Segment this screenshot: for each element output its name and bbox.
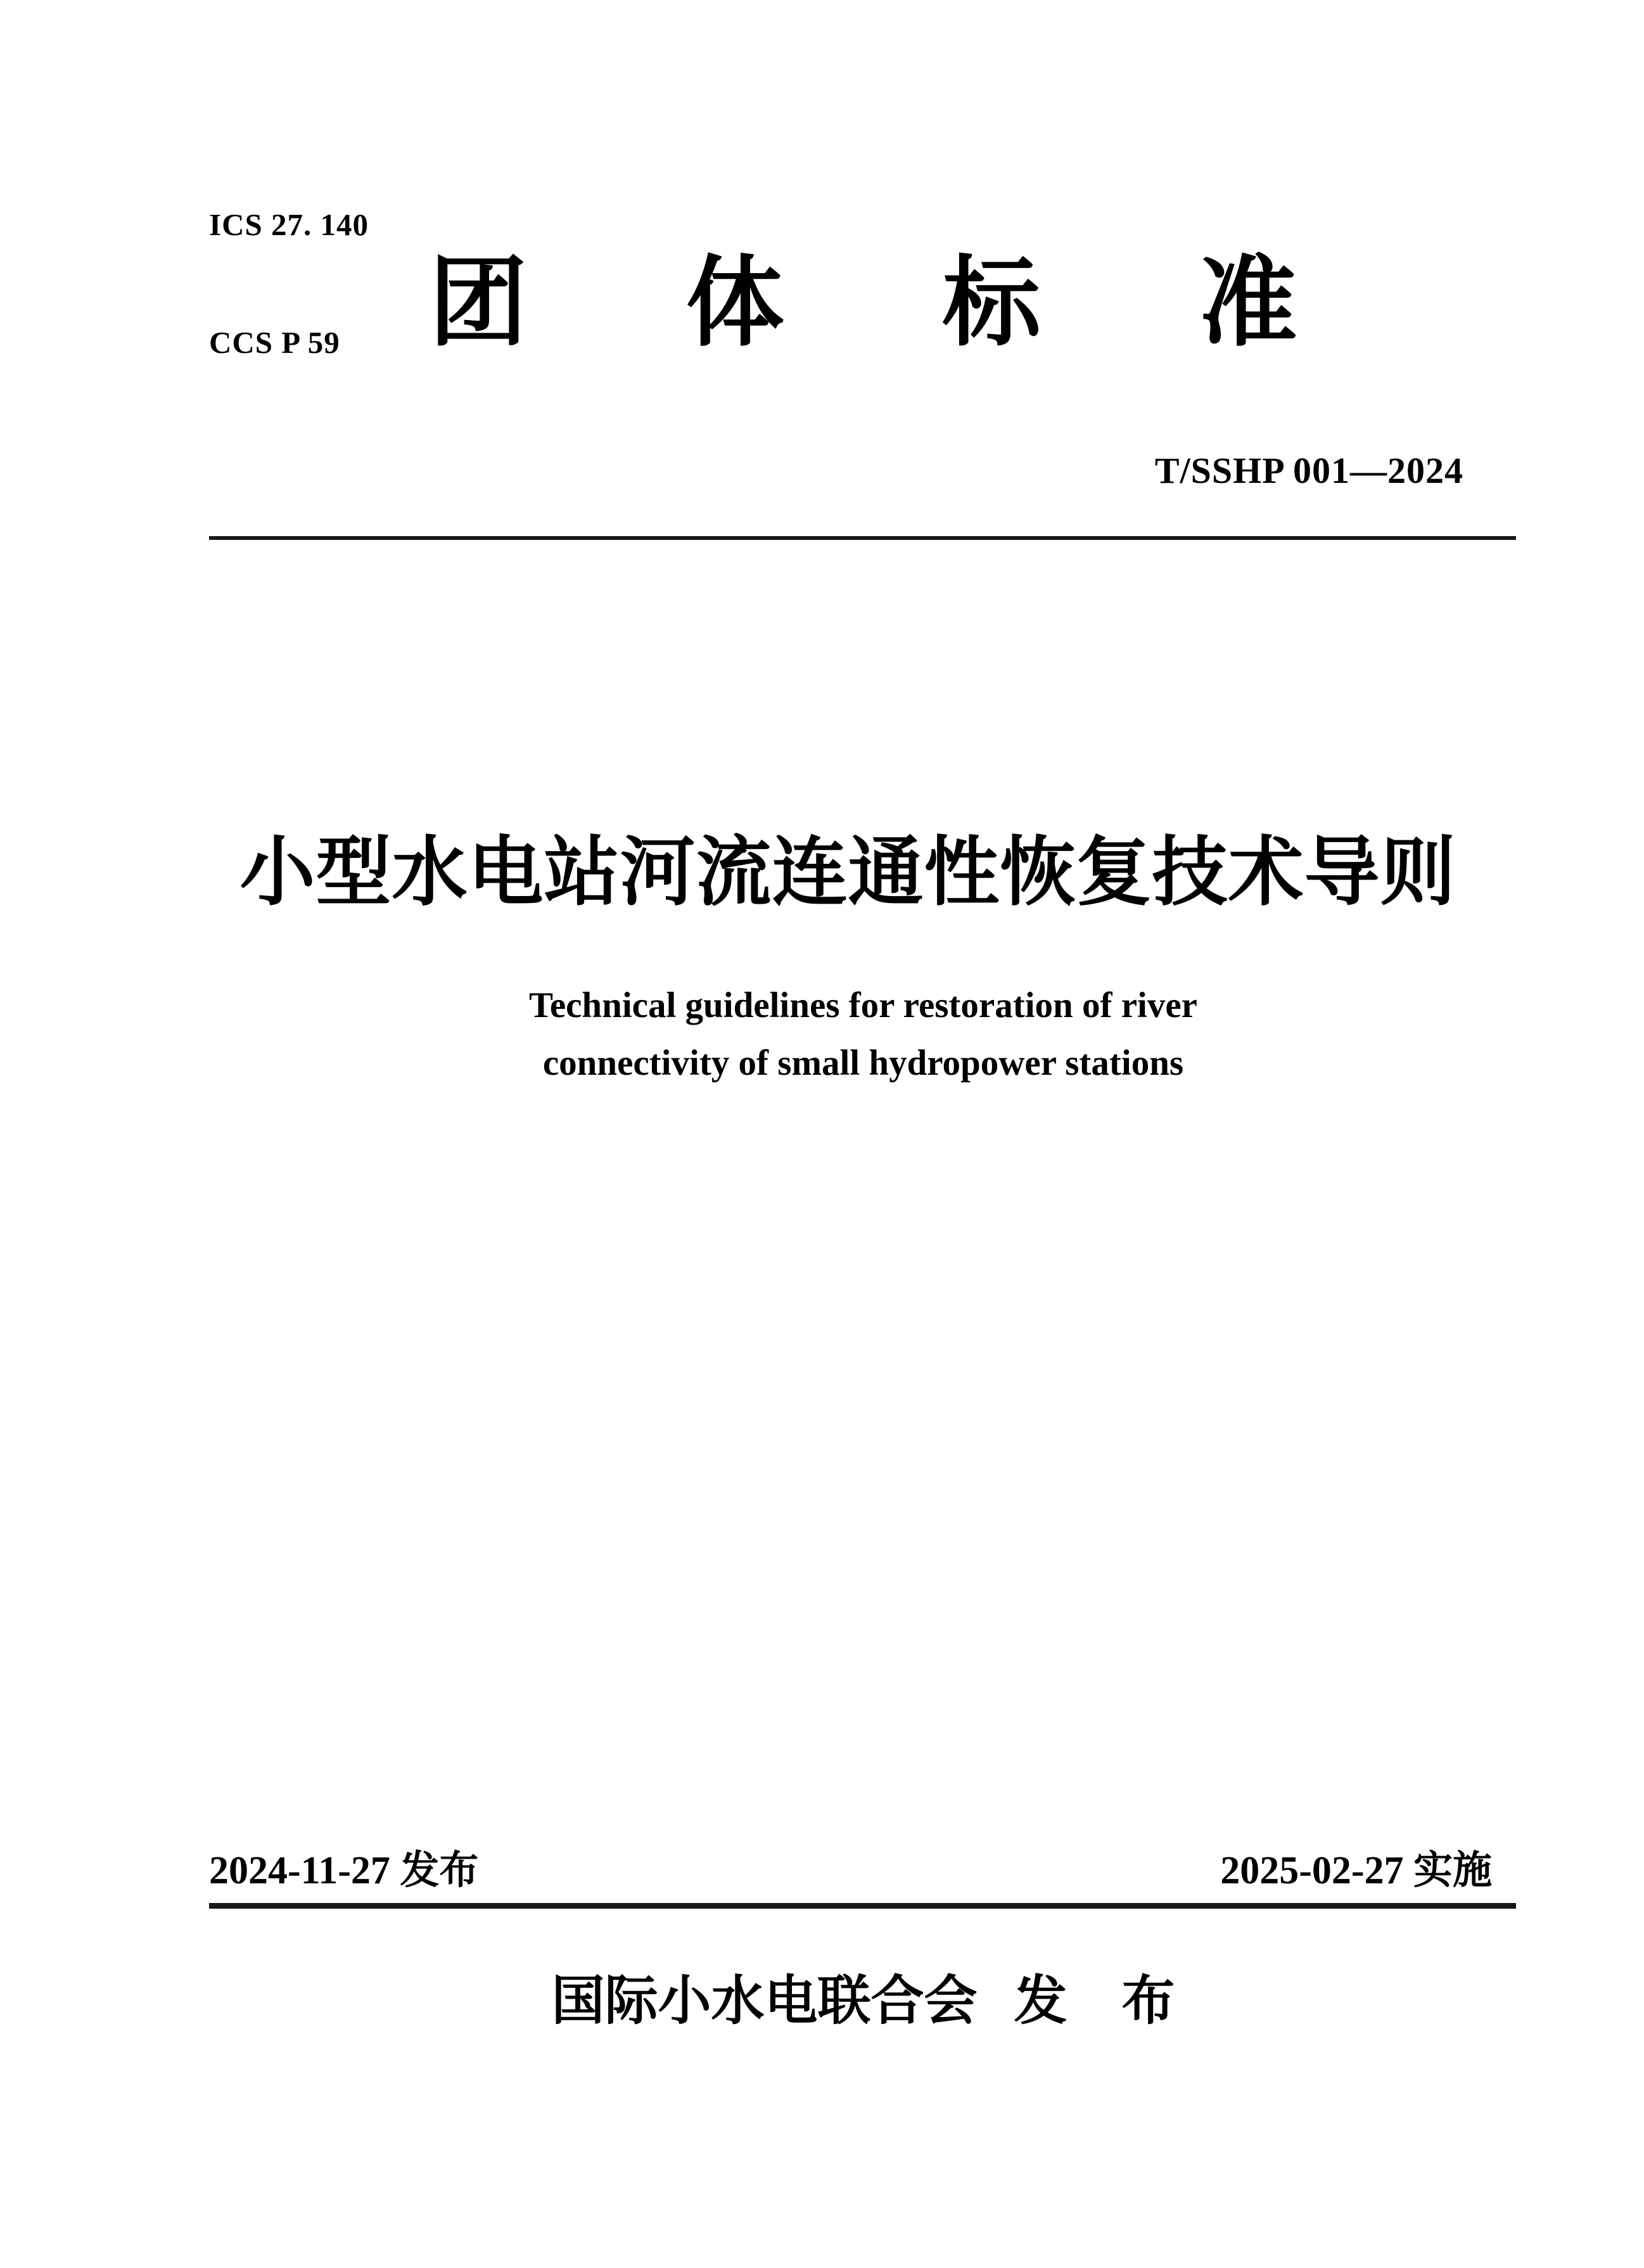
chinese-title: 小型水电站河流连通性恢复技术导则 [239,831,1456,914]
publisher-line [209,1972,1517,2031]
bottom-divider-rule [209,1903,1516,1909]
english-title [209,977,1517,1092]
category-char-3: 标 [942,249,1041,358]
ics-code: ICS 27. 140 [209,207,369,242]
dates-row [209,1851,1517,1890]
publish-char-bu: 布 [1121,1972,1175,2031]
top-divider-rule [209,536,1516,540]
ccs-code: CCS P 59 [209,325,340,360]
standard-category-title [209,249,1517,358]
standard-number: T/SSHP 001—2024 [1154,450,1463,491]
implementation-date: 2025-02-27 实施 [1220,1849,1492,1892]
english-title-line2: connectivity of small hydropower stations [542,1043,1184,1083]
publish-char-fa: 发 [1014,1972,1067,2031]
issue-date: 2024-11-27 发布 [209,1849,479,1892]
english-title-line1: Technical guidelines for restoration of river [529,985,1197,1025]
category-char-1: 团 [429,249,528,358]
publisher-name: 国际小水电联合会 [551,1972,978,2031]
category-char-4: 准 [1199,249,1297,358]
category-char-2: 体 [685,249,784,358]
